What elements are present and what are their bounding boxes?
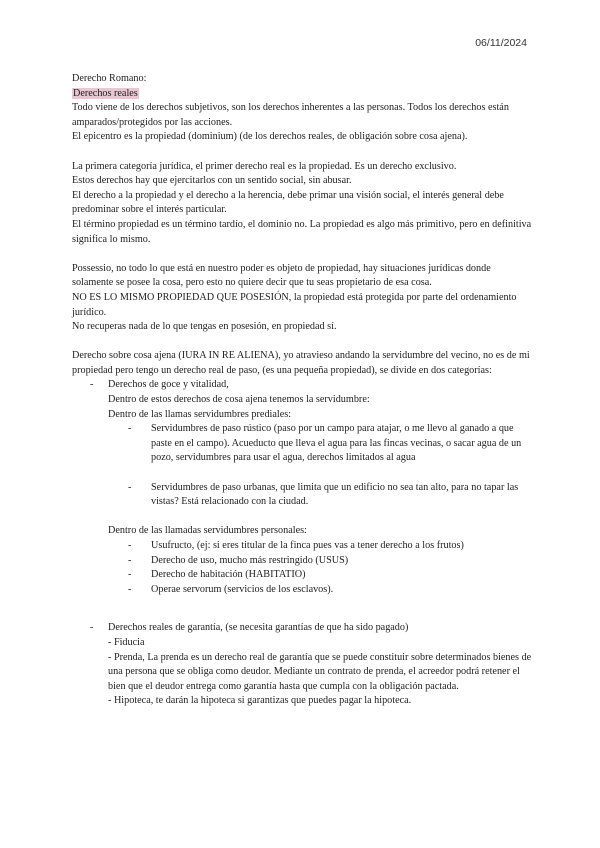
bullet-dash: - <box>128 583 132 595</box>
list-item-title: Derechos reales de garantía, (se necesita garantías de que ha sido pagado) <box>108 622 409 634</box>
sublist-item <box>72 539 532 554</box>
paragraph: NO ES LO MISMO PROPIEDAD QUE POSESIÓN, la propiedad está protegida por parte del ordenamiento jurídico. <box>72 291 517 318</box>
paragraph: La primera categoría jurídica, el primer derecho real es la propiedad. Es un derecho exclusivo. <box>72 160 457 172</box>
sublist-item-text: Servidumbres de paso urbanas, que limita que un edificio no sea tan alto, para no tapar las vistas? Está relacionado con la ciudad. <box>151 481 519 508</box>
paragraph: Todo viene de los derechos subjetivos, son los derechos inherentes a las personas. Todos los derechos están amparados/protegidos por las acciones. <box>72 102 509 128</box>
sublist-item-text: Servidumbres de paso rústico (paso por un campo para atajar, o me llevo al ganado a que paste en el campo). Acueducto que lleva el agua para las fincas vecinas, o sacar agua de un pozo, servidumbres para usar el agua, derechos limitados al agua <box>151 423 522 464</box>
bullet-dash: - <box>128 481 132 493</box>
list-item-garantia <box>72 621 532 709</box>
bullet-dash: - <box>90 379 94 391</box>
sublist-item <box>72 481 532 510</box>
list-item-text: - Prenda, La prenda es un derecho real de garantía que se puede constituir sobre determinados bienes de una persona que se obliga como deudor. Mediante un contrato de prenda, el acreedor podrá retener el bien que el deudor entrega como garantía hasta que cumpla con la obligación pactada. <box>108 651 532 692</box>
paragraph: El epicentro es la propiedad (dominium) (de los derechos reales, de obligación sobre cosa ajena). <box>72 131 468 143</box>
sublist-item-text: Operae servorum (servicios de los esclavos). <box>151 583 334 595</box>
sublist-item <box>72 554 532 569</box>
bullet-dash: - <box>128 423 132 435</box>
paragraph: El derecho a la propiedad y el derecho a la herencia, debe primar una visión social, el interés general debe predominar sobre el interés particular. <box>72 189 504 216</box>
section-heading <box>72 87 532 102</box>
bullet-dash: - <box>128 569 132 581</box>
list-item-text: Dentro de las llamas servidumbres prediales: <box>108 408 292 420</box>
list-item-text: Dentro de estos derechos de cosa ajena tenemos la servidumbre: <box>108 394 370 406</box>
paragraph: El término propiedad es un término tardío, el dominio no. La propiedad es algo más primitivo, pero en definitiva significa lo mismo. <box>72 218 532 245</box>
document-body <box>72 72 532 709</box>
bullet-dash: - <box>90 622 94 634</box>
list-item-text: - Hipoteca, te darán la hipoteca si garantizas que puedes pagar la hipoteca. <box>108 695 412 707</box>
list-item-title: Derechos de goce y vitalidad, <box>108 379 229 391</box>
sublist-item <box>72 583 532 598</box>
paragraph: Estos derechos hay que ejercitarlos con un sentido social, sin abusar. <box>72 175 352 187</box>
sublist-item-text: Usufructo, (ej: si eres titular de la finca pues vas a tener derecho a los frutos) <box>151 540 464 551</box>
sublist-item-text: Derecho de uso, mucho más restringido (USUS) <box>151 554 349 566</box>
list-item-goce <box>72 378 532 422</box>
paragraph: Derecho sobre cosa ajena (IURA IN RE ALIENA), yo atravieso andando la servidumbre del vecino, no es de mi propiedad pero tengo un derecho real de paso, (es una pequeña propiedad), se divide en dos categorías: <box>72 350 530 376</box>
paragraph: No recuperas nada de lo que tengas en posesión, en propiedad sí. <box>72 321 337 333</box>
document-title: Derecho Romano: <box>72 73 147 84</box>
bullet-dash: - <box>128 554 132 566</box>
list-item-text: - Fiducia <box>108 636 145 648</box>
sublist-heading: Dentro de las llamadas servidumbres personales: <box>108 525 307 537</box>
date-header: 06/11/2024 <box>475 37 527 49</box>
list-item-text <box>72 524 532 539</box>
sublist-item-text: Derecho de habitación (HABITATIO) <box>151 569 306 581</box>
bullet-dash: - <box>128 540 132 551</box>
sublist-item <box>72 422 532 466</box>
sublist-item <box>72 568 532 583</box>
highlighted-subtitle: Derechos reales <box>73 87 138 99</box>
paragraph: Possessio, no todo lo que está en nuestro poder es objeto de propiedad, hay situaciones jurídicas donde solamente se posee la cosa, pero esto no quiere decir que tu seas propietario de esa cosa. <box>72 262 491 289</box>
